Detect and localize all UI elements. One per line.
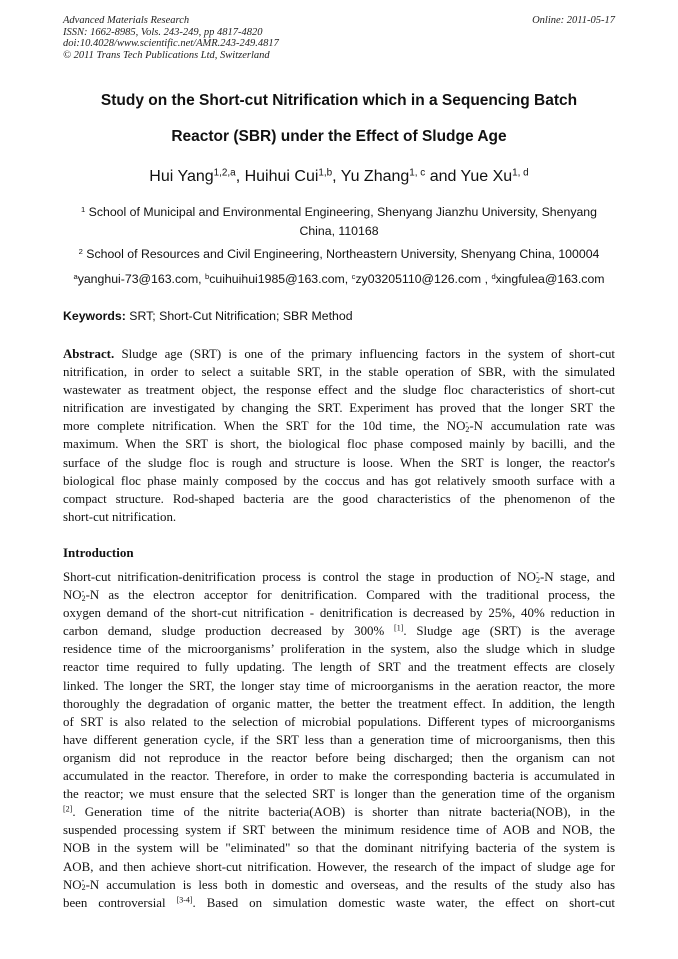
affiliation-text: School of Municipal and Environmental Engineering, Shenyang Jianzhu University, Shenyang (85, 205, 597, 219)
author-name: Huihui Cui (244, 168, 319, 185)
abstract-line: short-cut nitrification. (63, 509, 177, 524)
formula-sub: 2 (535, 575, 540, 585)
affiliation-1 (63, 203, 615, 241)
intro-line (63, 568, 615, 586)
keywords-text: SRT; Short-Cut Nitrification; SBR Method (125, 309, 353, 323)
intro-line: of SRT is also related to the selection of microbial populations. Different types of microorganisms (63, 714, 615, 729)
intro-line: oxygen demand of the short-cut nitrification - denitrification is decreased by 25%, 40% reduction in (63, 606, 615, 621)
intro-line: the reactor; we must ensure that the selected SRT is longer than the generation time of the organism (63, 787, 615, 802)
intro-text: . Sludge age (SRT) is the average (403, 624, 616, 639)
email-mark: b (205, 271, 210, 281)
citation-ref: [1] (394, 623, 404, 633)
intro-line: linked. The longer the SRT, the longer stay time of microorganisms in the aeration reactor, the more (63, 678, 615, 693)
journal-issn: ISSN: 1662-8985, Vols. 243-249, pp 4817-4820 (63, 26, 263, 38)
email: zy03205110@126.com , (355, 272, 492, 286)
abstract-line: biological floc phase mainly composed by the coccus and has got relatively smooth surface with a (63, 473, 615, 488)
formula-sub: 2 (81, 593, 86, 603)
abstract-line (63, 417, 615, 435)
formula-sup: - (81, 586, 85, 596)
formula-base: NO (517, 570, 536, 584)
intro-line (63, 876, 615, 894)
intro-line (63, 586, 615, 604)
formula-sup: - (465, 417, 469, 427)
abstract-line: compact structure. Rod-shaped bacteria are the good characteristics of the phenomenon of the (63, 491, 615, 506)
author-name: Yu Zhang (340, 168, 410, 185)
intro-line: thoroughly the degradation of organic matter, the better the treatment effect. In addition, the length (63, 696, 615, 711)
intro-line: accumulated in the reactor. Therefore, in order to make the corresponding bacteria is accumulated in (63, 769, 615, 784)
author-affil-mark: 1,2,a (213, 167, 236, 179)
intro-line: AOB, and then achieve short-cut nitrification. However, the research of the impact of sludge age for (63, 859, 615, 874)
journal-copyright: © 2011 Trans Tech Publications Ltd, Switzerland (63, 49, 270, 61)
formula-sub: 2 (465, 424, 470, 434)
intro-line (63, 894, 615, 912)
journal-doi: doi:10.4028/www.scientific.net/AMR.243-249.4817 (63, 38, 279, 49)
author-affil-mark: 1, d (512, 167, 529, 179)
author-affil-mark: 1,b (318, 167, 333, 179)
intro-line: organism did not reproduce in the reactor before being discharged; then the organism can not (63, 750, 615, 765)
intro-text: -N stage, and (539, 570, 615, 584)
abstract-text: more complete nitrification. When the SRT for the 10d time, the NO (63, 419, 466, 434)
intro-line: residence time of the microorganisms’ proliferation in the system, also the sludge which in sludge (63, 642, 615, 657)
author-separator: and (425, 168, 461, 185)
affiliation-number: 1 (80, 204, 86, 214)
author-name: Yue Xu (460, 168, 513, 185)
introduction-body (63, 568, 615, 912)
citation-ref: [3-4] (176, 895, 193, 905)
citation-ref: [2] (63, 804, 73, 814)
abstract-line (63, 345, 615, 363)
intro-text: . Generation time of the nitrite bacteria(AOB) is shorter than nitrate bacteria(NOB), in the (72, 805, 615, 820)
author-list (0, 168, 678, 186)
intro-line: NOB in the system will be "eliminated" so that the dominant nitrifying bacteria of the system is (63, 841, 615, 856)
keywords (63, 309, 353, 323)
abstract-line: nitrification, in order to select a suitable SRT, in the stable operation of SBR, with the simulated (63, 365, 615, 380)
author-affil-mark: 1, c (409, 167, 426, 179)
abstract (63, 345, 615, 526)
email: yanghui-73@163.com, (77, 272, 206, 286)
formula-base: NO (63, 588, 82, 603)
author-name: Hui Yang (149, 168, 214, 185)
abstract-text: -N accumulation rate was (469, 419, 615, 434)
email-mark: c (351, 271, 356, 281)
affiliation-number: 2 (78, 246, 83, 256)
intro-line: have different generation cycle, if the SRT less than a generation time of microorganisms, then this (63, 732, 615, 747)
author-separator: , (332, 168, 341, 185)
formula-base: NO (63, 877, 82, 892)
abstract-line: wastewater as treatment object, the response effect and the sludge floc characteristics of short-cut (63, 383, 615, 398)
author-emails (63, 270, 615, 289)
affiliation-text: China, 110168 (299, 224, 379, 238)
affiliation-text: School of Resources and Civil Engineering, Northeastern University, Shenyang China, 100004 (82, 247, 600, 261)
intro-text: -N as the electron acceptor for denitrification. Compared with the traditional process, the (85, 588, 615, 603)
email: xingfulea@163.com (495, 272, 605, 286)
intro-text: Short-cut nitrification-denitrification process is control the stage in production of (63, 570, 518, 584)
author-separator: , (235, 168, 245, 185)
paper-title-line-1: Study on the Short-cut Nitrification which in a Sequencing Batch (100, 92, 578, 109)
abstract-line: maximum. When the SRT is short, the biological floc phase composed mainly by bacilli, and the (63, 437, 615, 452)
online-date: Online: 2011-05-17 (532, 15, 615, 26)
intro-text: carbon demand, sludge production decreased by 300% (63, 624, 395, 639)
intro-text: -N accumulation is less both in domestic and overseas, and the results of the study also has (85, 877, 615, 892)
affiliation-2 (63, 245, 615, 264)
paper-title-line-2: Reactor (SBR) under the Effect of Sludge Age (171, 128, 507, 145)
abstract-text: Sludge age (SRT) is one of the primary influencing factors in the system of short-cut (114, 347, 615, 361)
formula-sub: 2 (81, 883, 86, 893)
journal-header (63, 15, 279, 61)
intro-line (63, 622, 615, 640)
intro-text: been controversial (63, 895, 177, 910)
abstract-line: nitrification are investigated by changing the SRT. Experiment has proved that the longer SRT the (63, 401, 615, 416)
email-mark: a (73, 271, 78, 281)
intro-text: . Based on simulation domestic waste water, the effect on short-cut (192, 895, 615, 910)
formula-sup: - (535, 568, 539, 578)
formula-sup: - (81, 876, 85, 885)
email: cuihuihui1985@163.com, (209, 272, 352, 286)
abstract-line: surface of the sludge floc is rough and structure is loose. When the SRT is longer, the reactor's (63, 455, 615, 470)
email-mark: d (491, 271, 496, 281)
intro-line (63, 803, 615, 821)
keywords-label: Keywords: (63, 309, 126, 323)
intro-line: reactor time required to fully updating. The length of SRT and the treatment effects are closely (63, 660, 615, 675)
abstract-label: Abstract. (63, 347, 115, 361)
intro-line: suspended processing system if SRT between the minimum residence time of AOB and NOB, the (63, 823, 615, 838)
journal-name: Advanced Materials Research (63, 15, 190, 26)
section-heading-introduction: Introduction (63, 545, 134, 560)
